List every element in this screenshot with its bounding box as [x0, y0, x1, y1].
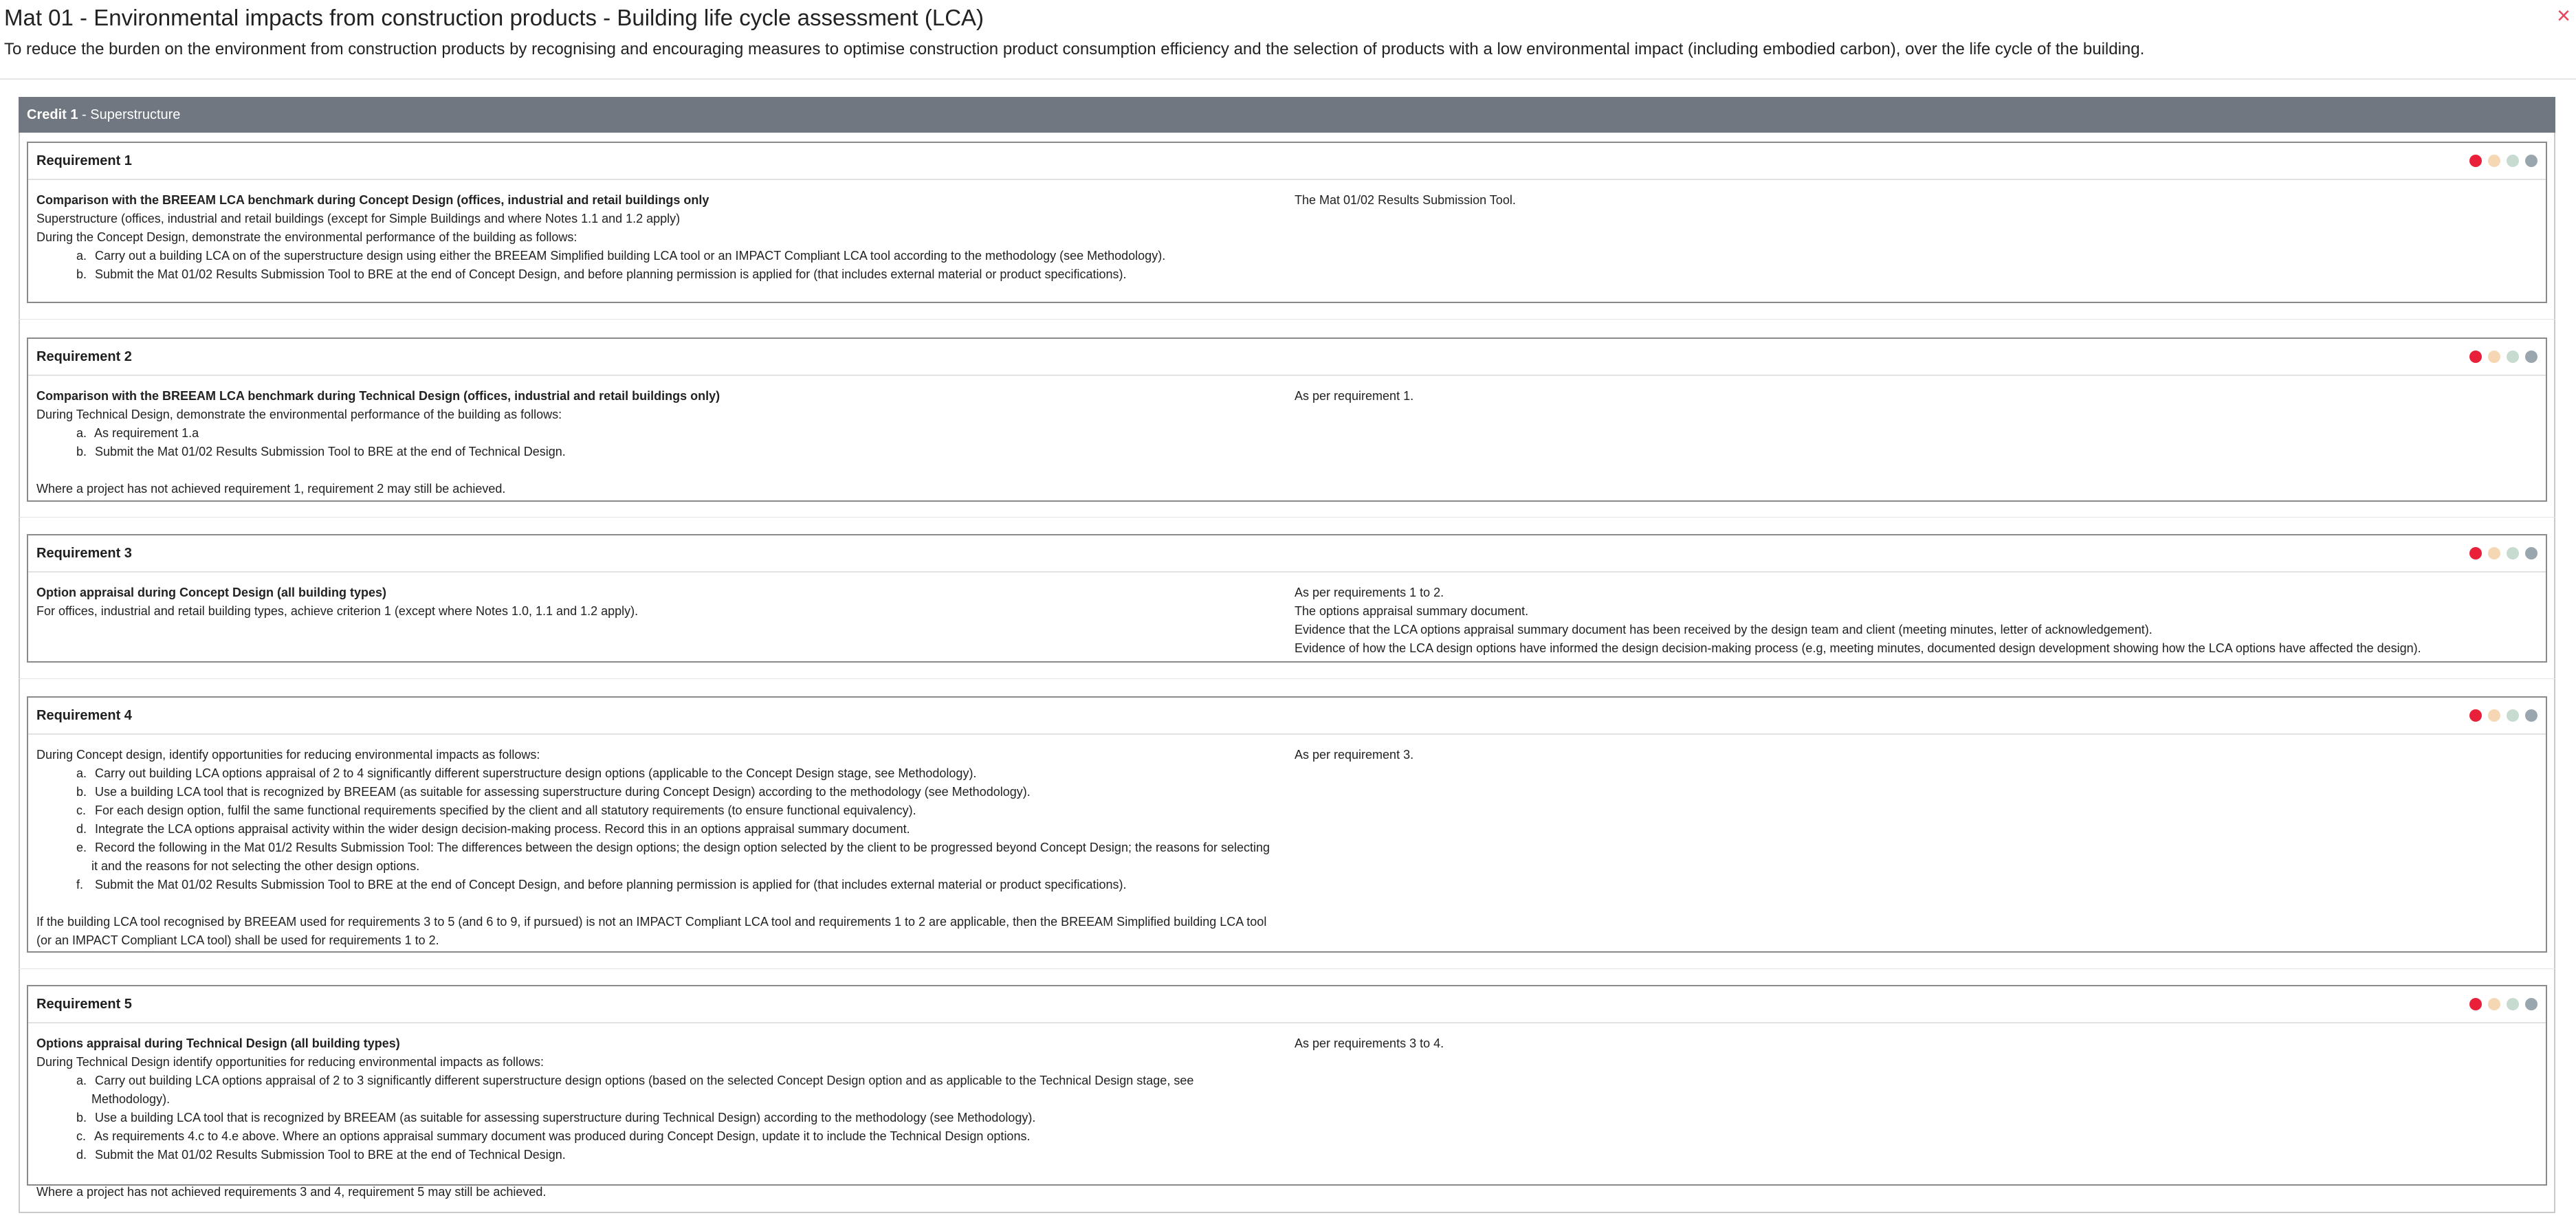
list-item: [36, 764, 1274, 783]
list-item-text: Carry out a building LCA on of the superstructure design using either the BREEAM Simplified building LCA tool or an IMPACT Compliant LCA tool according to the methodology (see Methodology).: [95, 249, 1166, 263]
list-item: [36, 839, 1274, 876]
requirement-evidence: [1295, 746, 2532, 764]
list-marker: a.: [76, 426, 87, 440]
list-item-text: Use a building LCA tool that is recognized by BREEAM (as suitable for assessing superstructure during Technical Design) according to the methodology (see Methodology).: [95, 1111, 1036, 1124]
requirement-title: Requirement 1: [36, 153, 132, 168]
requirement-title: Requirement 2: [36, 349, 132, 364]
card-separator: [19, 968, 2555, 969]
list-item: [36, 1146, 1274, 1164]
list-item: [36, 801, 1274, 820]
criteria-intro: Superstructure (offices, industrial and retail buildings (except for Simple Buildings and where Notes 1.1 and 1.2 apply): [36, 212, 681, 225]
status-dots: [2463, 709, 2538, 723]
evidence-line: As per requirements 1 to 2.: [1295, 586, 1444, 599]
requirement-criteria: [36, 584, 1274, 621]
requirement-criteria: [36, 387, 1274, 498]
list-marker: a.: [76, 1074, 87, 1087]
list-marker: b.: [76, 785, 87, 799]
requirement-header: [28, 698, 2546, 735]
status-dot-icon[interactable]: [2525, 709, 2538, 722]
list-item-text: For each design option, fulfil the same functional requirements specified by the client and all statutory requirements (to ensure functional equivalency).: [95, 803, 916, 817]
list-marker: f.: [76, 878, 84, 891]
list-item: [36, 1109, 1274, 1127]
list-item-text: Use a building LCA tool that is recognized by BREEAM (as suitable for assessing superstructure during Concept Design) according to the methodology (see Methodology).: [95, 785, 1031, 799]
status-dot-icon[interactable]: [2488, 998, 2500, 1010]
evidence-line: As per requirements 3 to 4.: [1295, 1036, 1444, 1050]
requirement-card: [27, 534, 2547, 663]
criteria-heading: Comparison with the BREEAM LCA benchmark during Concept Design (offices, industrial and retail buildings only: [36, 193, 709, 207]
credit-header: [19, 97, 2555, 133]
list-item: [36, 247, 1274, 265]
criteria-list: [36, 247, 1274, 284]
list-item-text: Carry out building LCA options appraisal of 2 to 4 significantly different superstructure design options (applicable to the Concept Design stage, see Methodology).: [95, 766, 977, 780]
requirement-header: [28, 535, 2546, 573]
credit-label: Credit 1: [27, 107, 78, 122]
list-marker: b.: [76, 1111, 87, 1124]
criteria-intro: During Concept design, identify opportunities for reducing environmental impacts as follows:: [36, 748, 540, 762]
list-marker: c.: [76, 803, 87, 817]
list-marker: c.: [76, 1129, 87, 1143]
list-marker: b.: [76, 445, 87, 458]
requirement-card: [27, 985, 2547, 1199]
criteria-intro: For offices, industrial and retail building types, achieve criterion 1 (except where Notes 1.0, 1.1 and 1.2 apply).: [36, 604, 639, 618]
list-item: [36, 265, 1274, 284]
requirement-title: Requirement 4: [36, 708, 132, 723]
criteria-heading: Comparison with the BREEAM LCA benchmark during Technical Design (offices, industrial and retail buildings only): [36, 389, 720, 403]
requirement-evidence: [1295, 387, 2532, 406]
list-item-text: Submit the Mat 01/02 Results Submission Tool to BRE at the end of Concept Design, and before planning permission is applied for (that includes external material or product specifications).: [95, 267, 1127, 281]
requirement-header: [28, 986, 2546, 1023]
card-separator: [19, 517, 2555, 518]
page-title: Mat 01 - Environmental impacts from construction products - Building life cycle assessment (LCA): [4, 5, 984, 30]
requirement-title: Requirement 5: [36, 997, 132, 1012]
status-dot-icon[interactable]: [2525, 547, 2538, 559]
status-dot-icon[interactable]: [2469, 351, 2482, 363]
status-dot-icon[interactable]: [2469, 709, 2482, 722]
status-dots: [2463, 547, 2538, 561]
evidence-line: Evidence of how the LCA design options have informed the design decision-making process (e.g, meeting minutes, documented design development showing how the LCA options have affected the design).: [1295, 641, 2421, 655]
list-item-text: Submit the Mat 01/02 Results Submission Tool to BRE at the end of Concept Design, and before planning permission is applied for (that includes external material or product specifications).: [95, 878, 1127, 891]
list-item-text: Carry out building LCA options appraisal of 2 to 3 significantly different superstructure design options (based on the selected Concept Design option and as applicable to the Technical Design stage, see Methodology).: [91, 1074, 1194, 1106]
requirement-evidence: [1295, 1034, 2532, 1053]
criteria-intro: During the Concept Design, demonstrate the environmental performance of the building as follows:: [36, 230, 577, 244]
requirement-header: [28, 339, 2546, 376]
status-dot-icon[interactable]: [2488, 709, 2500, 722]
criteria-intro: During Technical Design identify opportunities for reducing environmental impacts as follows:: [36, 1055, 544, 1069]
list-item: [36, 443, 1274, 461]
requirement-criteria: [36, 1034, 1274, 1201]
credit-separator: -: [78, 107, 91, 122]
requirement-header: [28, 143, 2546, 180]
requirement-criteria: [36, 191, 1274, 284]
list-marker: d.: [76, 1148, 87, 1162]
status-dot-icon[interactable]: [2525, 998, 2538, 1010]
status-dots: [2463, 351, 2538, 364]
evidence-line: The Mat 01/02 Results Submission Tool.: [1295, 193, 1516, 207]
status-dot-icon[interactable]: [2469, 547, 2482, 559]
list-item-text: As requirements 4.c to 4.e above. Where an options appraisal summary document was produced during Concept Design, update it to include the Technical Design options.: [94, 1129, 1031, 1143]
list-item: [36, 424, 1274, 443]
evidence-line: Evidence that the LCA options appraisal summary document has been received by the design team and client (meeting minutes, letter of acknowledgement).: [1295, 623, 2153, 636]
requirement-criteria: [36, 746, 1274, 950]
requirement-title: Requirement 3: [36, 546, 132, 561]
status-dots: [2463, 155, 2538, 168]
list-item: [36, 876, 1274, 894]
criteria-note: If the building LCA tool recognised by BREEAM used for requirements 3 to 5 (and 6 to 9, if pursued) is not an IMPACT Compliant LCA tool and requirements 1 to 2 are applicable, then the BREEAM Simplified building LCA tool (or an IMPACT Compliant LCA tool) shall be used for requirements 1 to 2.: [36, 915, 1267, 947]
status-dot-icon[interactable]: [2525, 155, 2538, 167]
header-divider: [0, 78, 2576, 80]
status-dot-icon[interactable]: [2507, 998, 2519, 1010]
evidence-line: The options appraisal summary document.: [1295, 604, 1529, 618]
status-dots: [2463, 998, 2538, 1012]
list-item: [36, 1072, 1274, 1109]
card-separator: [19, 319, 2555, 320]
requirement-evidence: [1295, 584, 2532, 658]
page-description: To reduce the burden on the environment from construction products by recognising and encouraging measures to optimise construction product consumption efficiency and the selection of products with a low environmental impact (including embodied carbon), over the life cycle of the building.: [4, 40, 2145, 58]
requirement-card: [27, 142, 2547, 303]
list-item-text: Record the following in the Mat 01/2 Results Submission Tool: The differences between the design options; the design option selected by the client to be progressed beyond Concept Design; the reasons for selecting it and the reasons for not selecting the other design options.: [91, 841, 1270, 873]
requirement-card: [27, 696, 2547, 953]
list-item: [36, 1127, 1274, 1146]
criteria-note: Where a project has not achieved requirements 3 and 4, requirement 5 may still be achieved.: [36, 1185, 547, 1199]
evidence-line: As per requirement 3.: [1295, 748, 1414, 762]
status-dot-icon[interactable]: [2488, 155, 2500, 167]
list-item: [36, 783, 1274, 801]
criteria-heading: Option appraisal during Concept Design (all building types): [36, 586, 387, 599]
credit-name: Superstructure: [90, 107, 181, 122]
list-item: [36, 820, 1274, 839]
requirement-evidence: [1295, 191, 2532, 210]
criteria-list: [36, 1072, 1274, 1164]
list-marker: a.: [76, 249, 87, 263]
list-marker: b.: [76, 267, 87, 281]
status-dot-icon[interactable]: [2507, 351, 2519, 363]
criteria-list: [36, 424, 1274, 461]
list-marker: a.: [76, 766, 87, 780]
status-dot-icon[interactable]: [2507, 547, 2519, 559]
status-dot-icon[interactable]: [2469, 155, 2482, 167]
list-item-text: Submit the Mat 01/02 Results Submission Tool to BRE at the end of Technical Design.: [95, 445, 566, 458]
list-marker: d.: [76, 822, 87, 836]
status-dot-icon[interactable]: [2507, 709, 2519, 722]
criteria-note: Where a project has not achieved requirement 1, requirement 2 may still be achieved.: [36, 482, 506, 496]
status-dot-icon[interactable]: [2469, 998, 2482, 1010]
close-icon[interactable]: ×: [2557, 3, 2571, 29]
status-dot-icon[interactable]: [2507, 155, 2519, 167]
status-dot-icon[interactable]: [2525, 351, 2538, 363]
requirement-card: [27, 337, 2547, 502]
list-item-text: As requirement 1.a: [94, 426, 199, 440]
card-separator: [19, 678, 2555, 679]
status-dot-icon[interactable]: [2488, 351, 2500, 363]
status-dot-icon[interactable]: [2488, 547, 2500, 559]
list-item-text: Integrate the LCA options appraisal activity within the wider design decision-making process. Record this in an options appraisal summary document.: [95, 822, 910, 836]
list-marker: e.: [76, 841, 87, 854]
criteria-list: [36, 764, 1274, 894]
criteria-heading: Options appraisal during Technical Design (all building types): [36, 1036, 400, 1050]
criteria-intro: During Technical Design, demonstrate the environmental performance of the building as follows:: [36, 408, 562, 421]
list-item-text: Submit the Mat 01/02 Results Submission Tool to BRE at the end of Technical Design.: [95, 1148, 566, 1162]
evidence-line: As per requirement 1.: [1295, 389, 1414, 403]
